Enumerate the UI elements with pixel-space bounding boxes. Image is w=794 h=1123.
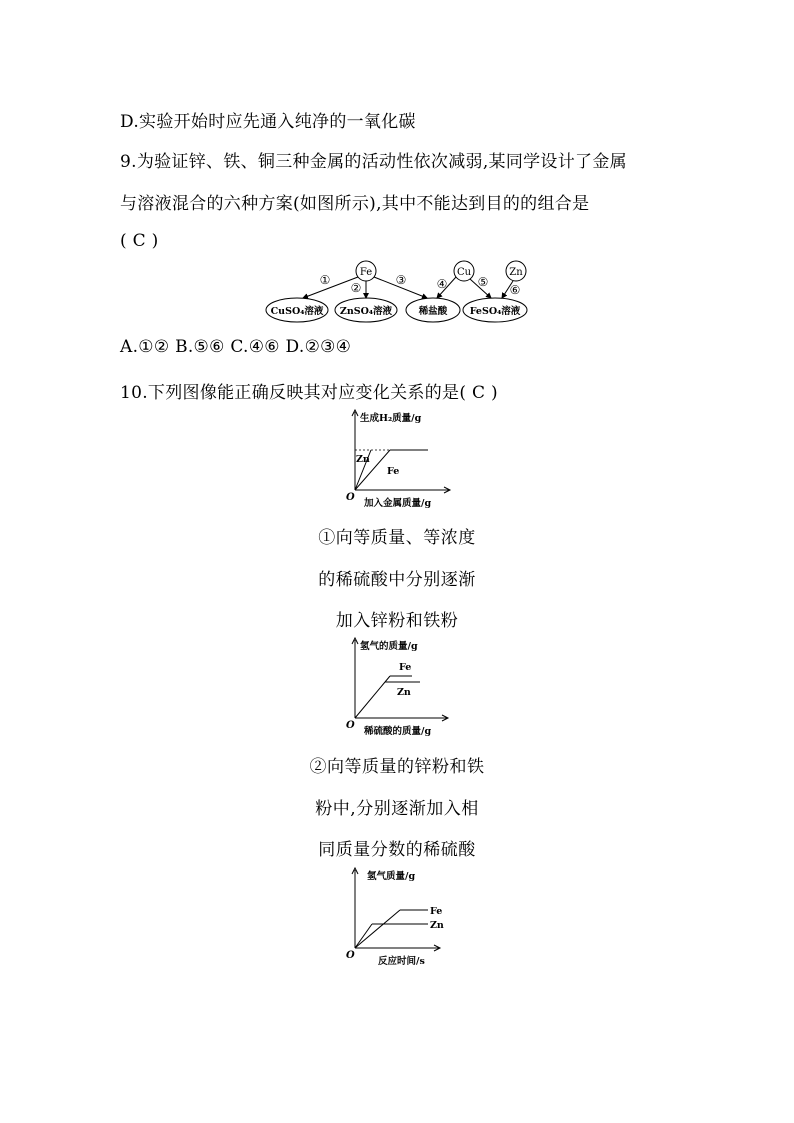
graph2-caption-3: 同质量分数的稀硫酸 (318, 840, 476, 860)
graph1-caption-2: 的稀硫酸中分别逐渐 (318, 570, 476, 590)
graph2-series-zn: Zn (397, 687, 411, 698)
graph3-fe-rise (355, 910, 400, 948)
metal-fe: Fe (359, 267, 373, 278)
graph1-origin: O (346, 492, 355, 503)
graph1-caption-3: 加入锌粉和铁粉 (335, 611, 459, 631)
metal-cu: Cu (456, 267, 472, 278)
label-5: ⑤ (477, 275, 489, 289)
graph1-ylabel: 生成H₂质量/g (360, 413, 422, 424)
graph3-xlabel: 反应时间/s (378, 956, 425, 967)
label-2: ② (350, 281, 362, 295)
q10-graph-2 (340, 636, 460, 740)
solution-cuso4: CuSO₄溶液 (270, 306, 324, 317)
graph2-shared-line (355, 676, 390, 718)
metal-zn: Zn (509, 267, 523, 278)
graph1-series-fe: Fe (387, 466, 400, 477)
graph2-xlabel: 稀硫酸的质量/g (364, 726, 432, 737)
graph1-series-zn: Zn (356, 454, 370, 465)
graph3-series-fe: Fe (430, 906, 443, 917)
graph2-caption-2: 粉中,分别逐渐加入相 (315, 799, 479, 819)
q8-option-d: D.实验开始时应先通入纯净的一氧化碳 (120, 112, 416, 132)
q10-stem: 10.下列图像能正确反映其对应变化关系的是( C ) (120, 383, 498, 403)
q9-stem-line1: 9.为验证锌、铁、铜三种金属的活动性依次减弱,某同学设计了金属 (120, 152, 627, 172)
graph1-xlabel: 加入金属质量/g (364, 498, 432, 509)
q9-stem-line2: 与溶液混合的六种方案(如图所示),其中不能达到目的的组合是 (120, 194, 590, 214)
graph3-ylabel: 氢气质量/g (367, 871, 416, 882)
graph2-origin: O (346, 720, 355, 731)
graph1-caption-1: ①向等质量、等浓度 (318, 528, 476, 548)
graph2-ylabel: 氢气的质量/g (360, 641, 418, 652)
label-1: ① (319, 273, 331, 287)
graph3-origin: O (346, 950, 355, 961)
graph3-series-zn: Zn (430, 920, 444, 931)
q10-graph-3 (340, 866, 460, 970)
q9-options: A.①② B.⑤⑥ C.④⑥ D.②③④ (120, 337, 352, 357)
graph2-caption-1: ②向等质量的锌粉和铁 (309, 757, 485, 777)
graph2-series-fe: Fe (399, 662, 412, 673)
solution-feso4: FeSO₄溶液 (469, 306, 521, 317)
label-4: ④ (436, 277, 448, 291)
solution-hcl: 稀盐酸 (418, 306, 448, 317)
solution-znso4: ZnSO₄溶液 (339, 306, 393, 317)
label-3: ③ (395, 273, 407, 287)
q9-reaction-diagram (255, 258, 545, 328)
q9-answer: ( C ) (120, 231, 159, 251)
q10-graph-1 (340, 408, 460, 512)
label-6: ⑥ (509, 283, 521, 297)
